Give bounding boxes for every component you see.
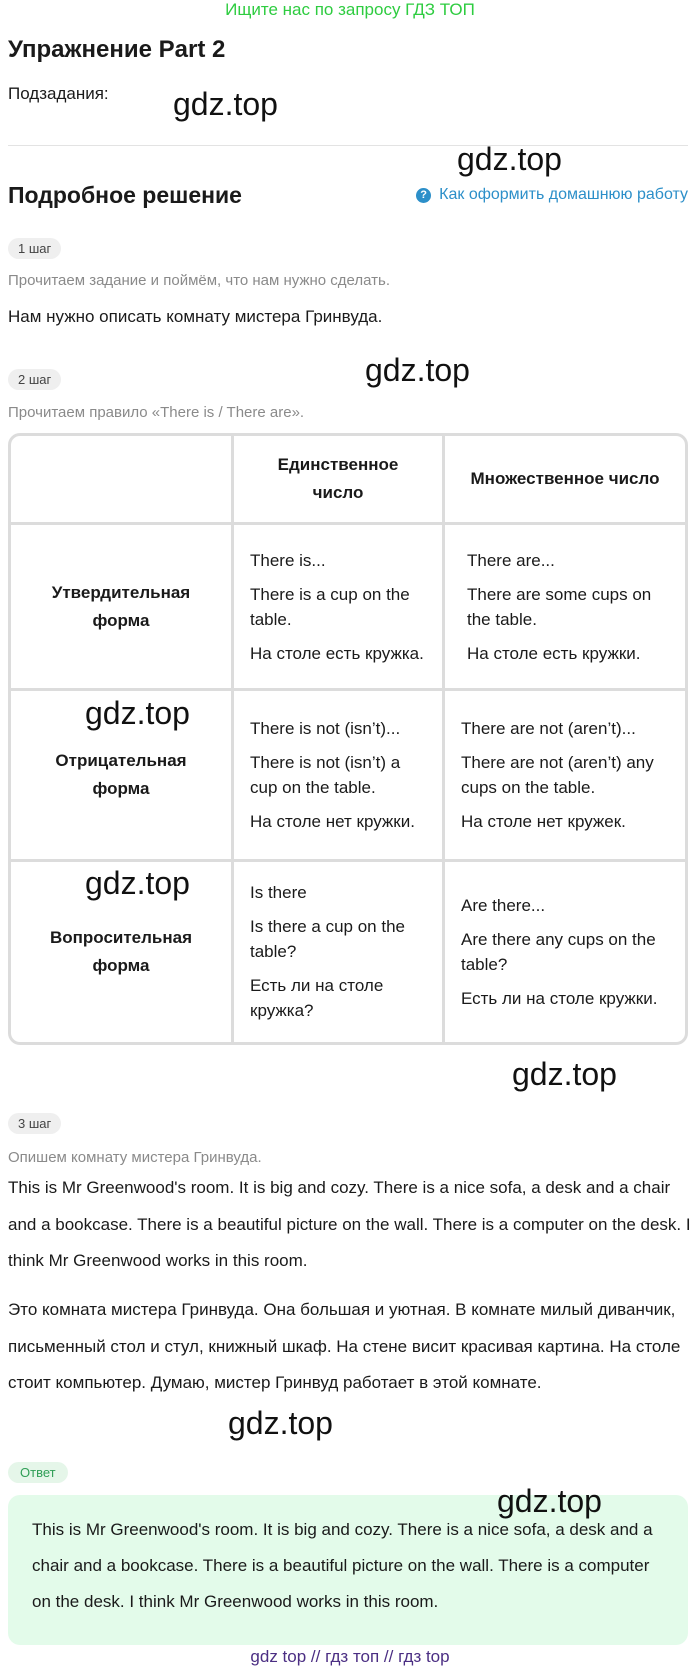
- watermark: gdz.top: [85, 695, 190, 731]
- cell-line: There is...: [250, 550, 326, 570]
- answer-text: This is Mr Greenwood's room. It is big and cozy. There is a nice sofa, a desk and a chair and a bookcase. There is a beautiful picture on the wall. There is a computer on the desk. I think Mr Greenwood works in this room.: [32, 1520, 653, 1611]
- answer-badge: Ответ: [8, 1462, 68, 1483]
- rule-table: [8, 433, 688, 1045]
- cell-line: На столе есть кружка.: [250, 643, 424, 663]
- col-header-label: Единственное число: [277, 455, 399, 503]
- watermark: gdz.top: [228, 1405, 333, 1441]
- divider: [8, 145, 688, 146]
- cell-line: На столе нет кружек.: [461, 812, 626, 832]
- step-badge-1: 1 шаг: [8, 238, 61, 259]
- table-cell: [234, 862, 445, 1042]
- cell-line: Are there any cups on the table?: [461, 929, 656, 974]
- table-cell: [234, 525, 445, 691]
- col-header-label: Множественное число: [470, 469, 660, 489]
- table-row: [11, 525, 685, 691]
- cell-line: There is not (isn’t)...: [250, 719, 401, 739]
- watermark: gdz.top: [365, 352, 470, 388]
- step1-hint: Прочитаем задание и поймём, что нам нужно сделать.: [8, 272, 391, 289]
- step2-hint: Прочитаем правило «There is / There are».: [8, 404, 305, 421]
- cell-line: There are some cups on the table.: [467, 584, 652, 629]
- step-badge-3: 3 шаг: [8, 1113, 61, 1134]
- cell-line: There are not (aren’t)...: [461, 719, 636, 739]
- col-header-plural: [445, 436, 685, 525]
- cell-line: Есть ли на столе кружка?: [250, 976, 384, 1021]
- cell-line: There is a cup on the table.: [250, 584, 410, 629]
- search-banner: Ищите нас по запросу ГДЗ ТОП: [225, 0, 475, 19]
- cell-line: There is not (isn’t) a cup on the table.: [250, 753, 401, 798]
- step3-russian-text: Это комната мистера Гринвуда. Она большая и уютная. В комнате милый диванчик, письменный стол и стул, книжный шкаф. На стене висит красивая картина. На столе стоит компьютер. Думаю, мистер Гринвуд работает в этой комнате.: [8, 1300, 681, 1392]
- table-header-row: [11, 436, 685, 525]
- watermark: gdz.top: [497, 1483, 602, 1519]
- step1-text: Нам нужно описать комнату мистера Гринвуда.: [8, 307, 383, 326]
- cell-line: Is there a cup on the table?: [250, 917, 405, 962]
- help-link[interactable]: [416, 186, 688, 204]
- cell-line: На столе есть кружки.: [467, 643, 641, 663]
- solution-title: Подробное решение: [8, 182, 242, 208]
- page-title: Упражнение Part 2: [8, 36, 226, 63]
- cell-line: There are...: [467, 550, 555, 570]
- cell-line: There are not (aren’t) any cups on the table.: [461, 753, 654, 798]
- step-badge-2: 2 шаг: [8, 369, 61, 390]
- cell-line: Are there...: [461, 895, 546, 915]
- footer-links[interactable]: gdz top // гдз топ // гдз top: [250, 1647, 450, 1666]
- table-corner-cell: [11, 436, 234, 525]
- row-header-affirmative: [11, 525, 234, 691]
- watermark: gdz.top: [512, 1056, 617, 1092]
- col-header-singular: [234, 436, 445, 525]
- cell-line: Is there: [250, 883, 307, 903]
- help-link-label: Как оформить домашнюю работу: [439, 186, 688, 203]
- table-cell: [445, 525, 685, 691]
- table-cell: [445, 862, 685, 1042]
- table-cell: [234, 691, 445, 861]
- row-header-label: Отрицательная форма: [55, 751, 187, 799]
- watermark: gdz.top: [173, 86, 278, 122]
- row-header-label: Утвердительная форма: [51, 582, 191, 630]
- watermark: gdz.top: [85, 865, 190, 901]
- step3-english-text: This is Mr Greenwood's room. It is big and cozy. There is a nice sofa, a desk and a chair and a bookcase. There is a beautiful picture on the wall. There is a computer on the desk. I think Mr Greenwood works in this room.: [8, 1178, 691, 1270]
- question-icon: ?: [416, 188, 431, 203]
- watermark: gdz.top: [457, 141, 562, 177]
- cell-line: Есть ли на столе кружки.: [461, 988, 658, 1008]
- subtasks-label: Подзадания:: [8, 84, 109, 103]
- cell-line: На столе нет кружки.: [250, 812, 415, 832]
- step3-hint: Опишем комнату мистера Гринвуда.: [8, 1149, 262, 1166]
- row-header-label: Вопросительная форма: [49, 927, 193, 975]
- table-cell: [445, 691, 685, 861]
